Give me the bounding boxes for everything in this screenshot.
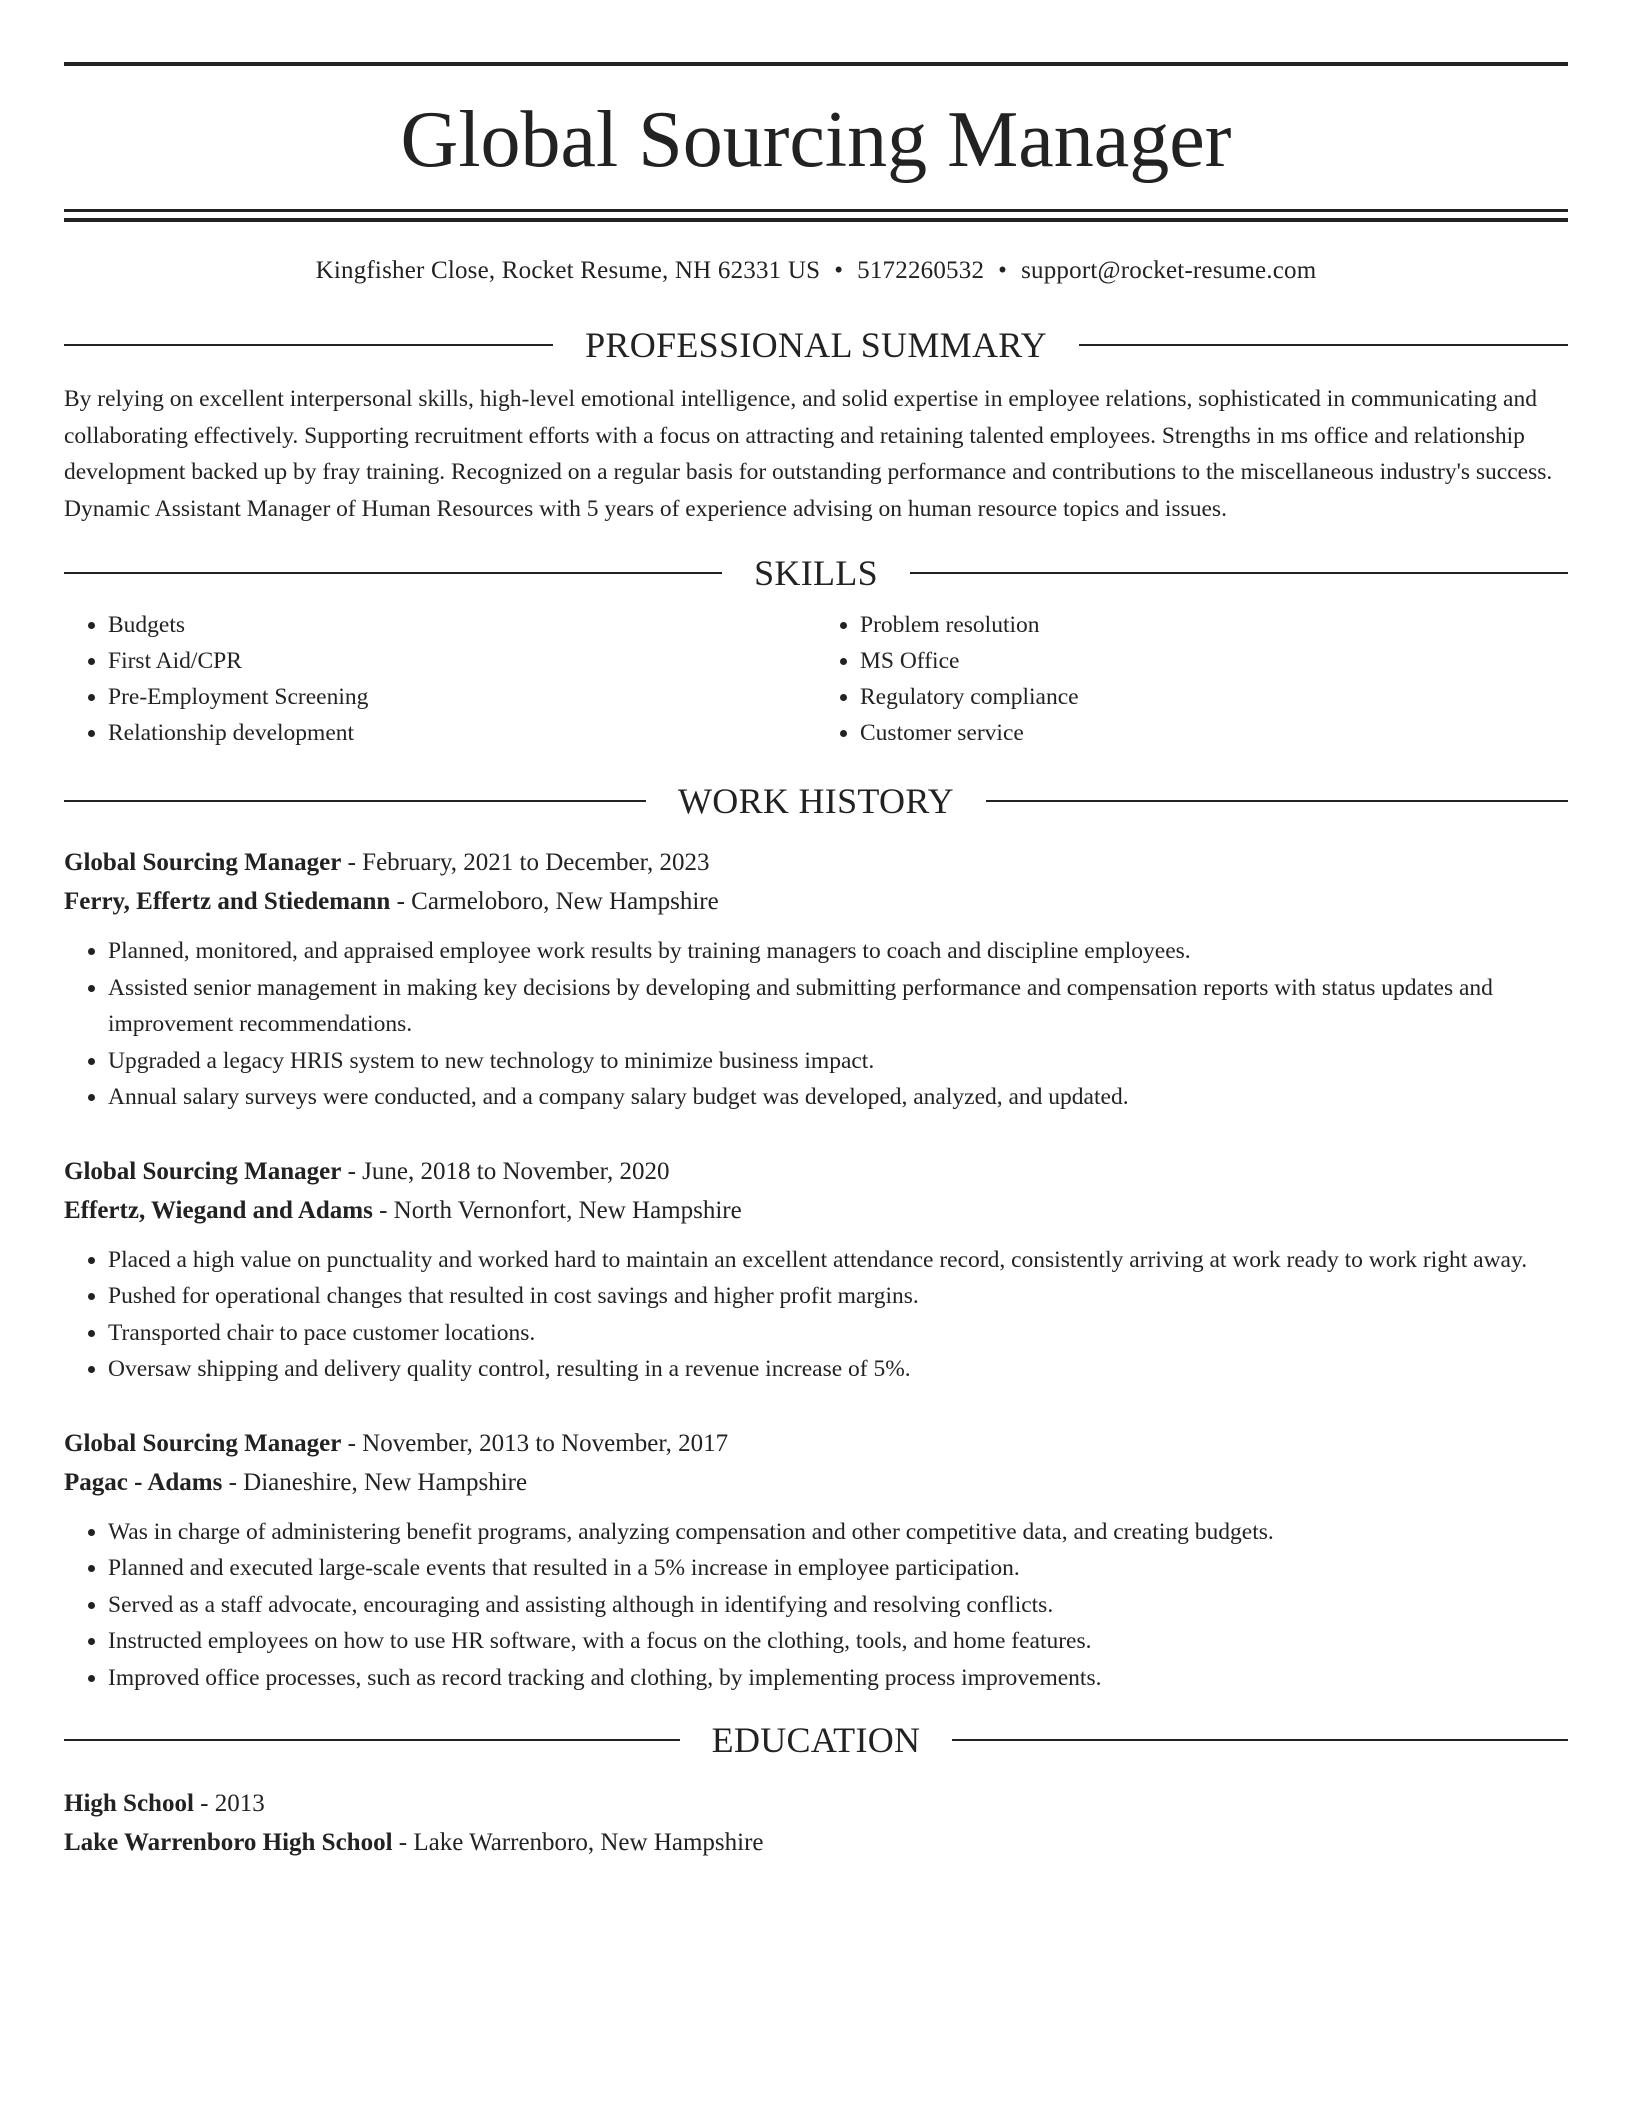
work-history-heading-label: WORK HISTORY [678, 781, 954, 821]
summary-heading-label: PROFESSIONAL SUMMARY [585, 325, 1047, 365]
education-degree: High School [64, 1790, 194, 1817]
job-bullet: • Annual salary surveys were conducted, and a company salary budget was developed, analyzed, and updated. [108, 1079, 1568, 1116]
job-location: - Carmeloboro, New Hampshire [390, 888, 719, 915]
job-bullet: • Pushed for operational changes that resulted in cost savings and higher profit margins. [108, 1278, 1568, 1315]
job-entry [64, 1424, 1568, 1697]
contact-phone: 5172260532 [857, 257, 985, 284]
job-title-line [64, 1152, 1568, 1191]
contact-line [64, 255, 1568, 287]
heading-rule-right [910, 572, 1568, 574]
education-year: - 2013 [193, 1790, 265, 1817]
header-double-rule [64, 209, 1568, 222]
job-bullet: • Placed a high value on punctuality and worked hard to maintain an excellent attendance record, consistently arriving at work ready to work right away. [108, 1242, 1568, 1279]
skills-heading-label: SKILLS [754, 553, 878, 593]
skills-heading [64, 551, 1568, 595]
summary-text: By relying on excellent interpersonal skills, high-level emotional intelligence, and solid expertise in employee relations, sophisticated in communicating and collaborating effectively. Supporting recruitment efforts with a focus on attracting and retaining talented employees. Strengths in ms office and relationship development backed up by fray training. Recognized on a regular basis for outstanding performance and contributions to the miscellaneous industry's success. Dynamic Assistant Manager of Human Resources with 5 years of experience advising on human resource topics and issues. [64, 386, 1553, 522]
job-bullet: • Improved office processes, such as record tracking and clothing, by implementing process improvements. [108, 1660, 1568, 1697]
heading-rule-left [64, 344, 553, 346]
skill-item: • Relationship development [108, 715, 816, 751]
candidate-name: Global Sourcing Manager [400, 96, 1232, 184]
job-company: Effertz, Wiegand and Adams [64, 1196, 373, 1224]
job-bullet: • Instructed employees on how to use HR software, with a focus on the clothing, tools, and home features. [108, 1623, 1568, 1660]
heading-rule-right [986, 800, 1568, 802]
education-school-line [64, 1823, 1568, 1862]
heading-rule-right [1079, 344, 1568, 346]
education-heading-label: EDUCATION [711, 1720, 921, 1760]
job-bullets [64, 1242, 1568, 1388]
skill-item: • MS Office [860, 643, 1568, 679]
job-title: Global Sourcing Manager [64, 1157, 342, 1185]
skills-column-left [64, 607, 816, 751]
education-location: - Lake Warrenboro, New Hampshire [392, 1829, 764, 1856]
job-bullet: • Planned, monitored, and appraised employee work results by training managers to coach and discipline employees. [108, 933, 1568, 970]
job-bullet: • Planned and executed large-scale events that resulted in a 5% increase in employee participation. [108, 1550, 1568, 1587]
job-bullet: • Upgraded a legacy HRIS system to new technology to minimize business impact. [108, 1043, 1568, 1080]
education-degree-line [64, 1784, 1568, 1823]
heading-rule-left [64, 1739, 680, 1741]
skills-list [64, 607, 1568, 751]
job-company-line [64, 1463, 1568, 1502]
job-entry [64, 1152, 1568, 1388]
job-location: - North Vernonfort, New Hampshire [372, 1196, 742, 1224]
skill-item: • Problem resolution [860, 607, 1568, 643]
heading-rule-left [64, 572, 722, 574]
job-bullet: • Transported chair to pace customer locations. [108, 1315, 1568, 1352]
top-rule [64, 62, 1568, 66]
job-title: Global Sourcing Manager [64, 1429, 342, 1457]
skills-column-right [816, 607, 1568, 751]
contact-separator: • [834, 257, 844, 284]
job-dates: - November, 2013 to November, 2017 [341, 1429, 729, 1457]
summary-heading [64, 323, 1568, 367]
job-bullet: • Assisted senior management in making key decisions by developing and submitting performance and compensation reports with status updates and improvement recommendations. [108, 970, 1568, 1043]
skill-item: • Regulatory compliance [860, 679, 1568, 715]
education-school: Lake Warrenboro High School [64, 1829, 393, 1856]
skill-item: • Customer service [860, 715, 1568, 751]
job-bullets [64, 1514, 1568, 1697]
job-company: Pagac - Adams [64, 1468, 223, 1496]
contact-address: Kingfisher Close, Rocket Resume, NH 62331 US [315, 257, 821, 284]
job-dates: - June, 2018 to November, 2020 [341, 1157, 670, 1185]
skill-item: • First Aid/CPR [108, 643, 816, 679]
job-company-line [64, 882, 1568, 921]
heading-rule-right [952, 1739, 1568, 1741]
contact-email: support@rocket-resume.com [1021, 257, 1317, 284]
job-bullet: • Was in charge of administering benefit programs, analyzing compensation and other competitive data, and creating budgets. [108, 1514, 1568, 1551]
job-bullet: • Served as a staff advocate, encouraging and assisting although in identifying and resolving conflicts. [108, 1587, 1568, 1624]
skill-item: • Budgets [108, 607, 816, 643]
job-title-line [64, 843, 1568, 882]
job-title: Global Sourcing Manager [64, 849, 342, 876]
job-title-line [64, 1424, 1568, 1463]
job-bullets [64, 933, 1568, 1116]
contact-separator: • [998, 257, 1008, 284]
job-company: Ferry, Effertz and Stiedemann [64, 888, 391, 915]
work-history-heading [64, 779, 1568, 823]
job-entry [64, 843, 1568, 1116]
heading-rule-left [64, 800, 646, 802]
education-entry [64, 1784, 1568, 1862]
job-dates: - February, 2021 to December, 2023 [341, 849, 710, 876]
job-bullet: • Oversaw shipping and delivery quality control, resulting in a revenue increase of 5%. [108, 1351, 1568, 1388]
job-company-line [64, 1191, 1568, 1230]
job-location: - Dianeshire, New Hampshire [222, 1468, 528, 1496]
education-heading [64, 1718, 1568, 1762]
skill-item: • Pre-Employment Screening [108, 679, 816, 715]
